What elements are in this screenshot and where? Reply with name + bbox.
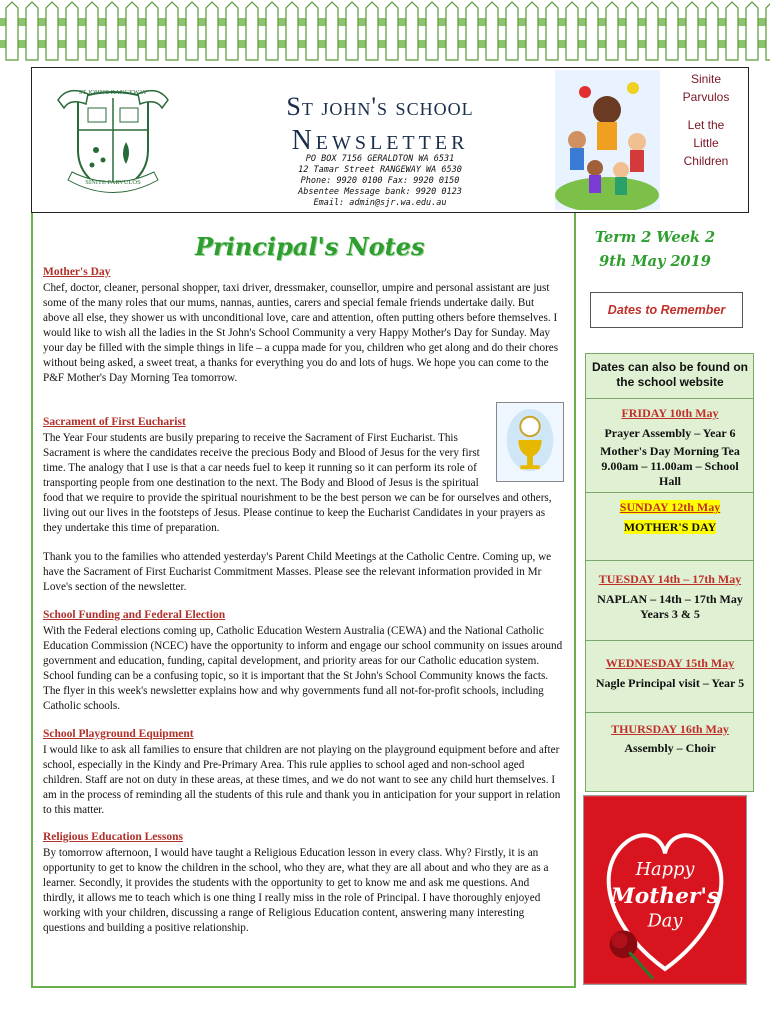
absentee-line: Absentee Message bank: 9920 0123 (298, 187, 462, 197)
term-line: Term 2 Week 2 (594, 229, 716, 246)
fence-picket (206, 2, 218, 60)
contact-address-block (230, 154, 530, 209)
phone-line: Phone: 9920 0100 Fax: 9920 0150 (300, 176, 460, 186)
website-note: Dates can also be found on the school website (591, 360, 749, 389)
eucharist-chalice-image (496, 402, 564, 482)
crest-motto-text: SINITE PARVULOS (85, 179, 141, 186)
eucharist-text (43, 431, 563, 536)
section-heading-mothers-day: Mother's Day (43, 266, 111, 278)
fence-picket (626, 2, 638, 60)
fence-picket (366, 2, 378, 60)
fence-picket (486, 2, 498, 60)
fence-picket (66, 2, 78, 60)
fence-picket (606, 2, 618, 60)
event-detail: Assembly – Choir (624, 741, 716, 755)
date-line: 9th May 2019 (599, 253, 711, 270)
picket-fence-banner (0, 0, 770, 62)
fence-picket (526, 2, 538, 60)
newsletter-title: Newsletter (291, 125, 469, 156)
divider (585, 640, 754, 641)
school-name: St john's school (286, 92, 474, 121)
fence-picket (186, 2, 198, 60)
principal-notes-title: Principal's Notes (195, 232, 425, 261)
address-line: 12 Tamar Street RANGEWAY WA 6530 (298, 165, 462, 175)
fence-picket (746, 2, 758, 60)
motto-line: Children (683, 154, 729, 168)
fence-picket (106, 2, 118, 60)
crest-top-text: ST JOHN'S RANGEWAY (78, 89, 148, 96)
fence-picket (546, 2, 558, 60)
school-crest-logo (48, 80, 178, 200)
fence-picket (766, 2, 770, 60)
card-text-happy: Happy (635, 859, 695, 881)
motto-line: Let the (687, 118, 725, 132)
fence-picket (506, 2, 518, 60)
event-detail (590, 520, 750, 535)
section-heading-playground: School Playground Equipment (43, 728, 194, 740)
card-text-mothers: Mother's (610, 883, 720, 909)
fence-picket (686, 2, 698, 60)
motto-line: Parvulos (682, 90, 730, 104)
fence-picket (146, 2, 158, 60)
divider (585, 560, 754, 561)
section-heading-religious-ed: Religious Education Lessons (43, 831, 183, 843)
event-detail: Nagle Principal visit – Year 5 (595, 676, 745, 690)
fence-picket (266, 2, 278, 60)
religious-ed-text: By tomorrow afternoon, I would have taught a Religious Education lesson in every class. Why? Firstly, it is an opportunity to get to know the children in the school, who they are, what they are all about and who they are as a learner. Secondly, it provides the students with the opportunity to get to know me and ask me questions. And thirdly, it allows me to teach which is one thing I really miss in the role of Principal. I have thoroughly enjoyed working with your children, discussing a range of Religious Education content, answering many interesting questions and building a positive relationship. (43, 847, 549, 934)
fence-picket (386, 2, 398, 60)
event-detail: Mother's Day Morning Tea 9.00am – 11.00am – School Hall (600, 444, 740, 488)
event-day-wednesday: WEDNESDAY 15th May (605, 656, 735, 670)
funding-text: With the Federal elections coming up, Catholic Education Western Australia (CEWA) and the National Catholic Education Commission (NCEC) have the opportunity to inform and engage our school community on issues around government and education, funding, capital development, and priority areas for our Catholic education system. School funding can be a confusing topic, so it is important that the St John's School Community knows the facts. The flyer in this week's newsletter explains how and why governments fund all not-for-profit schools, including Catholic schools. (43, 625, 563, 712)
email-line: Email: admin@sjr.wa.edu.au (313, 198, 447, 208)
fence-picket (286, 2, 298, 60)
fence-picket (406, 2, 418, 60)
parent-meetings-text: Thank you to the families who attended yesterday's Parent Child Meetings at the Catholic Centre. Coming up, we have the Sacrament of First Eucharist Commitment Masses. Please see the relevant information provided in Mr Love's section of the newsletter. (43, 551, 552, 593)
fence-picket (346, 2, 358, 60)
fence-picket (726, 2, 738, 60)
motto-line: Sinite (690, 72, 722, 86)
highlighted-detail: MOTHER'S DAY (623, 520, 717, 534)
divider (585, 398, 754, 399)
fence-picket (466, 2, 478, 60)
happy-mothers-day-card (583, 795, 747, 985)
eucharist-paragraph: The Year Four students are busily preparing to receive the Sacrament of First Eucharist. This Sacrament is where the candidates receive the precious Body and Blood of Jesus for the very first time. The analogy that I use is that a car needs fuel to keep it running so it can perform its role of transporting people from one destination to the next. The Body and Blood of Jesus is the spiritual food that we require to provide the spiritual nourishment to be the best person we can be for ourselves and others, living out our lives in the footsteps of Jesus. Please continue to keep the Eucharist Candidates in your prayers as they undertake this time of preparation. (43, 432, 552, 534)
card-text-day: Day (647, 910, 683, 932)
event-day-thursday: THURSDAY 16th May (611, 722, 729, 736)
fence-picket (246, 2, 258, 60)
term-week-heading (590, 226, 720, 274)
fence-picket (646, 2, 658, 60)
address-line: PO BOX 7156 GERALDTON WA 6531 (305, 154, 455, 164)
fence-picket (426, 2, 438, 60)
children-playing-illustration (555, 70, 660, 210)
fence-picket (566, 2, 578, 60)
event-day-tuesday: TUESDAY 14th – 17th May (598, 572, 742, 586)
event-detail: Prayer Assembly – Year 6 (604, 426, 736, 440)
fence-picket (166, 2, 178, 60)
divider (585, 712, 754, 713)
playground-text: I would like to ask all families to ensure that children are not playing on the playground equipment before and after school, especially in the Kindy and Pre-Primary Area. This rule applies to school aged and non-school aged children. Staff are not on duty in these areas, at these times, and we do not want to see any child hurt themselves. I am in the process of reminding all the students of this rule and thank you in anticipation for your support in relation to this matter. (43, 744, 561, 816)
motto-spacer (665, 106, 747, 116)
fence-picket (446, 2, 458, 60)
fence-picket (326, 2, 338, 60)
fence-picket (226, 2, 238, 60)
event-detail: NAPLAN – 14th – 17th May Years 3 & 5 (597, 592, 743, 621)
section-heading-eucharist: Sacrament of First Eucharist (43, 416, 186, 428)
fence-picket (706, 2, 718, 60)
dates-to-remember-box: Dates to Remember (590, 292, 743, 328)
school-motto (665, 70, 747, 210)
highlighted-day: SUNDAY 12th May (619, 500, 721, 514)
event-day-sunday (590, 500, 750, 515)
fence-picket (306, 2, 318, 60)
section-heading-funding: School Funding and Federal Election (43, 609, 226, 621)
fence-picket (586, 2, 598, 60)
fence-picket (46, 2, 58, 60)
motto-line: Little (693, 136, 719, 150)
event-day-friday: FRIDAY 10th May (621, 406, 719, 420)
fence-picket (126, 2, 138, 60)
divider (585, 492, 754, 493)
fence-picket (26, 2, 38, 60)
fence-picket (86, 2, 98, 60)
fence-picket (6, 2, 18, 60)
fence-picket (666, 2, 678, 60)
mothers-day-text: Chef, doctor, cleaner, personal shopper, taxi driver, dressmaker, counsellor, umpire and personal assistant are just some of the many roles that our mums, nannas, aunties, carers and special female friends undertake daily. But above all else, they shower us with unconditional love, care and attention, often putting others before themselves. I would like to wish all the ladies in the St John's School Community a very Happy Mother's Day for Sunday. May your day be filled with the simple things in life – a cuppa made for you, children who get along and do their chores without being asked, a sweet treat, a thanks for everything you do and lots of hugs. We hope you can come to the P&F Mother's Day Morning Tea tomorrow. (43, 282, 559, 384)
